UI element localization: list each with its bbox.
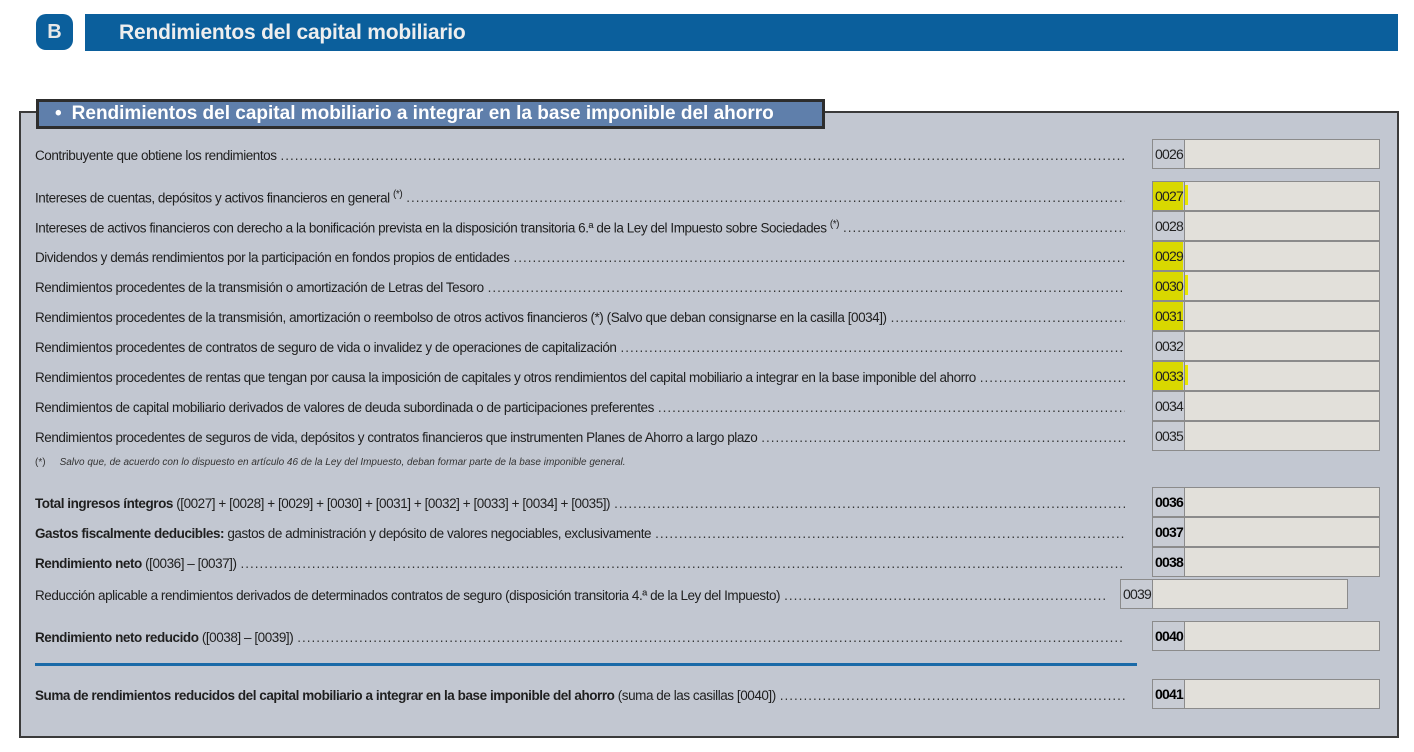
footnote-mark: (*) [393, 188, 403, 200]
field-input[interactable] [1185, 680, 1379, 708]
field-0031[interactable] [1152, 301, 1380, 331]
field-code: 0037 [1153, 518, 1185, 546]
field-code: 0040 [1153, 622, 1185, 650]
leader-dots [621, 340, 1126, 355]
field-0041[interactable] [1152, 679, 1380, 709]
highlight-mark [1185, 275, 1188, 295]
footnote-mark: (*) [829, 218, 840, 230]
field-code: 0032 [1153, 332, 1185, 360]
field-0032[interactable] [1152, 331, 1380, 361]
field-0028[interactable] [1152, 211, 1380, 241]
field-0036[interactable] [1152, 487, 1380, 517]
field-code: 0030 [1153, 272, 1185, 300]
field-input[interactable] [1185, 518, 1379, 546]
leader-dots [655, 526, 1125, 541]
field-0033[interactable] [1152, 361, 1380, 391]
field-input[interactable] [1185, 392, 1379, 420]
leader-dots [843, 220, 1125, 235]
field-code: 0033 [1153, 362, 1185, 390]
form-row-0034 [35, 391, 1125, 421]
row-label: Dividendos y demás rendimientos por la participación en fondos propios de entidades [35, 250, 510, 265]
row-label: (suma de las casillas [0040]) [614, 688, 776, 703]
field-input[interactable] [1185, 548, 1379, 576]
row-label: ([0036] – [0037]) [141, 556, 237, 571]
footnote-text: Salvo que, de acuerdo con lo dispuesto en artículo 46 de la Ley del Impuesto, deban formar parte de la base imponible general. [59, 457, 626, 468]
field-input[interactable] [1185, 332, 1379, 360]
leader-dots [658, 400, 1125, 415]
leader-dots [780, 688, 1125, 703]
field-input[interactable] [1153, 580, 1347, 608]
form-row-0033 [35, 361, 1125, 391]
row-label: ([0038] – [0039]) [198, 630, 294, 645]
row-label: Rendimientos procedentes de la transmisión o amortización de Letras del Tesoro [35, 280, 484, 295]
field-input[interactable] [1185, 362, 1379, 390]
field-0039[interactable] [1120, 579, 1348, 609]
field-code: 0035 [1153, 422, 1185, 450]
form-row-0037 [35, 517, 1125, 547]
form-row-0038 [35, 547, 1125, 577]
field-input[interactable] [1185, 488, 1379, 516]
field-input[interactable] [1185, 422, 1379, 450]
field-0030[interactable] [1152, 271, 1380, 301]
field-input[interactable] [1185, 212, 1379, 240]
field-0027[interactable] [1152, 181, 1380, 211]
leader-dots [761, 430, 1125, 445]
field-code: 0036 [1153, 488, 1185, 516]
leader-dots [784, 588, 1105, 603]
row-label: ([0027] + [0028] + [0029] + [0030] + [0031] + [0032] + [0033] + [0034] + [0035]) [172, 496, 611, 511]
form-row-0029 [35, 241, 1125, 271]
form-row-0027 [35, 181, 1125, 211]
highlight-mark [1185, 185, 1188, 205]
field-0040[interactable] [1152, 621, 1380, 651]
field-input[interactable] [1185, 242, 1379, 270]
highlight-mark [1185, 365, 1188, 385]
leader-dots [614, 496, 1125, 511]
field-input[interactable] [1185, 140, 1379, 168]
section-divider [35, 663, 1137, 666]
field-0029[interactable] [1152, 241, 1380, 271]
row-label-bold: Rendimiento neto [35, 556, 142, 571]
field-code: 0026 [1153, 140, 1185, 168]
field-code: 0027 [1153, 182, 1185, 210]
subsection-tab [36, 99, 825, 129]
leader-dots [297, 630, 1125, 645]
field-code: 0029 [1153, 242, 1185, 270]
field-code: 0038 [1153, 548, 1185, 576]
row-label: Intereses de activos financieros con derecho a la bonificación prevista en la disposición transitoria 6.ª de la Ley del Impuesto sobre Sociedades [35, 220, 827, 235]
field-0026[interactable] [1152, 139, 1380, 169]
section-badge: B [36, 14, 73, 50]
row-label: Rendimientos de capital mobiliario derivados de valores de deuda subordinada o de participaciones preferentes [35, 400, 654, 415]
row-label: gastos de administración y depósito de valores negociables, exclusivamente [224, 526, 652, 541]
row-label: Reducción aplicable a rendimientos derivados de determinados contratos de seguro (disposición transitoria 4.ª de la Ley del Impuesto) [35, 588, 781, 603]
row-label-bold: Suma de rendimientos reducidos del capital mobiliario a integrar en la base imponible del ahorro [35, 688, 615, 703]
field-code: 0041 [1153, 680, 1185, 708]
subsection-title: Rendimientos del capital mobiliario a integrar en la base imponible del ahorro [71, 103, 774, 124]
form-row-0026 [35, 139, 1125, 169]
field-code: 0031 [1153, 302, 1185, 330]
row-label: Intereses de cuentas, depósitos y activos financieros en general [35, 190, 390, 205]
field-code: 0039 [1121, 580, 1153, 608]
form-row-0041 [35, 679, 1125, 709]
footnote-mark: (*) [35, 457, 46, 468]
leader-dots [406, 190, 1125, 205]
field-code: 0028 [1153, 212, 1185, 240]
form-row-0036 [35, 487, 1125, 517]
row-label: Rendimientos procedentes de seguros de vida, depósitos y contratos financieros que instrumenten Planes de Ahorro a largo plazo [35, 430, 758, 445]
leader-dots [513, 250, 1125, 265]
row-label: Rendimientos procedentes de rentas que tengan por causa la imposición de capitales y otros rendimientos del capital mobiliario a integrar en la base imponible del ahorro [35, 370, 976, 385]
section-title: Rendimientos del capital mobiliario [119, 20, 466, 44]
field-input[interactable] [1185, 622, 1379, 650]
leader-dots [241, 556, 1125, 571]
form-row-0032 [35, 331, 1125, 361]
form-row-0031 [35, 301, 1125, 331]
field-0035[interactable] [1152, 421, 1380, 451]
field-input[interactable] [1185, 182, 1379, 210]
leader-dots [980, 370, 1125, 385]
leader-dots [281, 148, 1125, 163]
field-input[interactable] [1185, 272, 1379, 300]
field-0034[interactable] [1152, 391, 1380, 421]
field-code: 0034 [1153, 392, 1185, 420]
row-label-bold: Total ingresos íntegros [35, 496, 173, 511]
form-row-0040 [35, 621, 1125, 651]
bullet-icon: • [55, 103, 62, 124]
row-label: Rendimientos procedentes de contratos de seguro de vida o invalidez y de operaciones de capitalización [35, 340, 617, 355]
field-input[interactable] [1185, 302, 1379, 330]
row-label-bold: Rendimiento neto reducido [35, 630, 199, 645]
field-0038[interactable] [1152, 547, 1380, 577]
form-row-0030 [35, 271, 1125, 301]
row-label-bold: Gastos fiscalmente deducibles: [35, 526, 225, 541]
leader-dots [891, 310, 1125, 325]
form-row-0035 [35, 421, 1125, 451]
form-row-0039 [35, 579, 1105, 609]
section-title-bar [85, 14, 1398, 51]
footnote [35, 457, 626, 468]
row-label: Contribuyente que obtiene los rendimientos [35, 148, 277, 163]
field-0037[interactable] [1152, 517, 1380, 547]
leader-dots [488, 280, 1125, 295]
row-label: Rendimientos procedentes de la transmisión, amortización o reembolso de otros activos financieros (*) (Salvo que deban consignarse en la casilla [0034]) [35, 310, 887, 325]
form-row-0028 [35, 211, 1125, 241]
